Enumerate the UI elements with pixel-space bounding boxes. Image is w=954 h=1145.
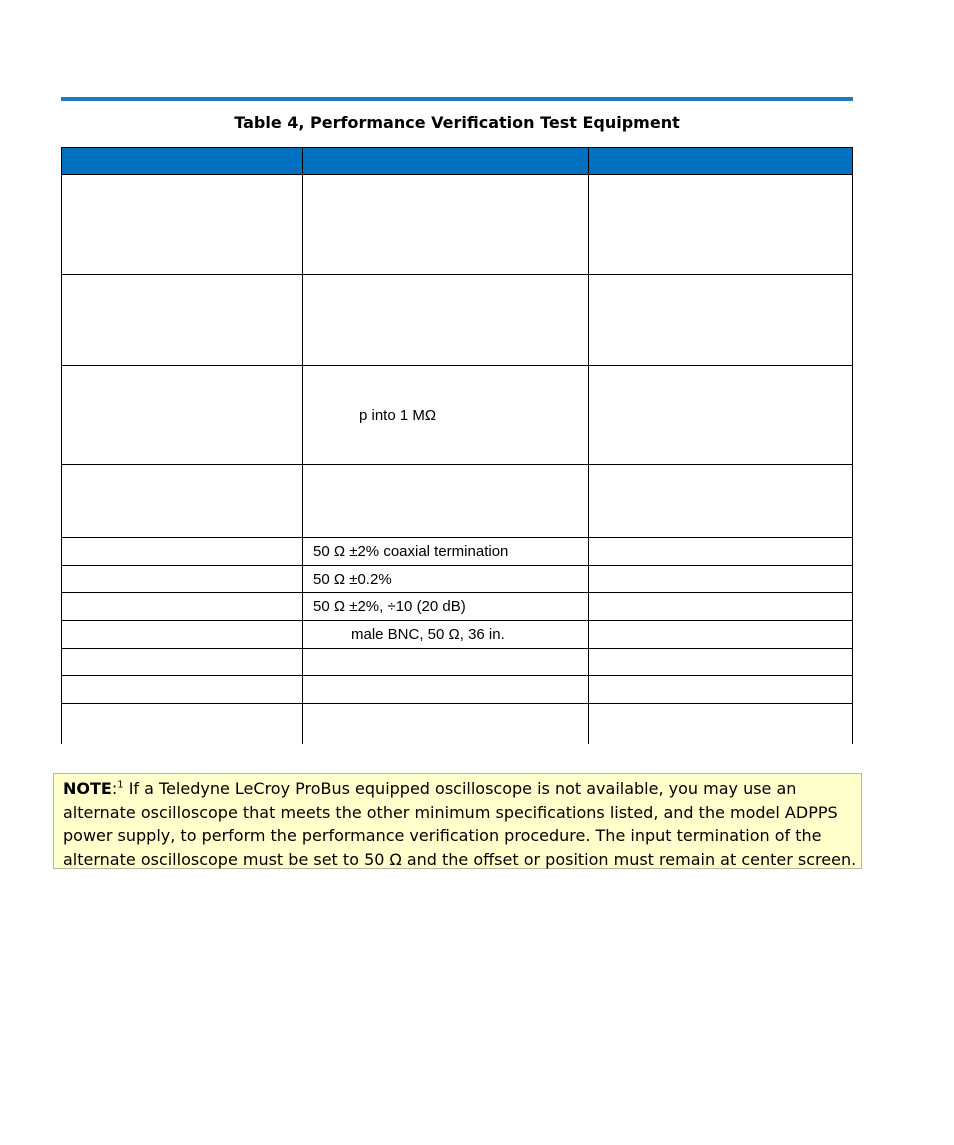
top-rule: [61, 97, 853, 101]
table-row: [62, 175, 853, 275]
table-cell: [589, 649, 853, 676]
header-cell: [589, 148, 853, 175]
note-colon: :: [111, 779, 118, 798]
table-row: [62, 275, 853, 366]
table-cell: [589, 465, 853, 538]
table-caption: Table 4, Performance Verification Test Equipment: [234, 113, 680, 132]
table-header-row: [62, 148, 853, 175]
table-cell: [589, 275, 853, 366]
table-cell: [589, 366, 853, 465]
table-cell: [62, 676, 303, 704]
table-cell: [62, 649, 303, 676]
table-row: [62, 465, 853, 538]
table-cell: [62, 538, 303, 566]
table-cell: [303, 175, 589, 275]
table-cell: [62, 366, 303, 465]
table-cell: [62, 593, 303, 621]
table-cell: 50 Ω ±2%, ÷10 (20 dB): [303, 593, 589, 621]
table-cell: [589, 704, 853, 744]
table-cell: [303, 275, 589, 366]
table-cell: [589, 676, 853, 704]
table-cell: [62, 465, 303, 538]
test-equipment-table: [61, 147, 853, 744]
header-cell: [62, 148, 303, 175]
table-cell: [303, 704, 589, 744]
table-row: [62, 566, 853, 593]
table-cell: [62, 704, 303, 744]
table-row: [62, 593, 853, 621]
table-cell: [62, 175, 303, 275]
table-cell: [303, 676, 589, 704]
table-row: [62, 366, 853, 465]
table-row: [62, 649, 853, 676]
footnote-mark: 1: [117, 779, 124, 791]
table-cell: male BNC, 50 Ω, 36 in.: [303, 621, 589, 649]
table-cell: [62, 275, 303, 366]
table-cell: p into 1 MΩ: [303, 366, 589, 465]
table-cell: [303, 465, 589, 538]
table-cell: [589, 538, 853, 566]
note-label: NOTE: [63, 779, 112, 798]
table-cell: [589, 621, 853, 649]
table-cell: [589, 566, 853, 593]
note-text: If a Teledyne LeCroy ProBus equipped oscilloscope is not available, you may use an alternate oscilloscope that meets the other minimum specifications listed, and the model ADPPS power supply, to perform the performance verification procedure. The input termination of the alternate oscilloscope must be set to 50 Ω and the offset or position must remain at center screen.: [63, 779, 857, 869]
table-row: [62, 538, 853, 566]
table-cell: [589, 593, 853, 621]
table-cell: 50 Ω ±0.2%: [303, 566, 589, 593]
table-row: [62, 621, 853, 649]
table-cell: [589, 175, 853, 275]
table-cell: [62, 621, 303, 649]
header-cell: [303, 148, 589, 175]
table-cell: 50 Ω ±2% coaxial termination: [303, 538, 589, 566]
note-box: [53, 773, 862, 869]
table-row: [62, 704, 853, 744]
table-cell: [62, 566, 303, 593]
table-cell: [303, 649, 589, 676]
table-row: [62, 676, 853, 704]
